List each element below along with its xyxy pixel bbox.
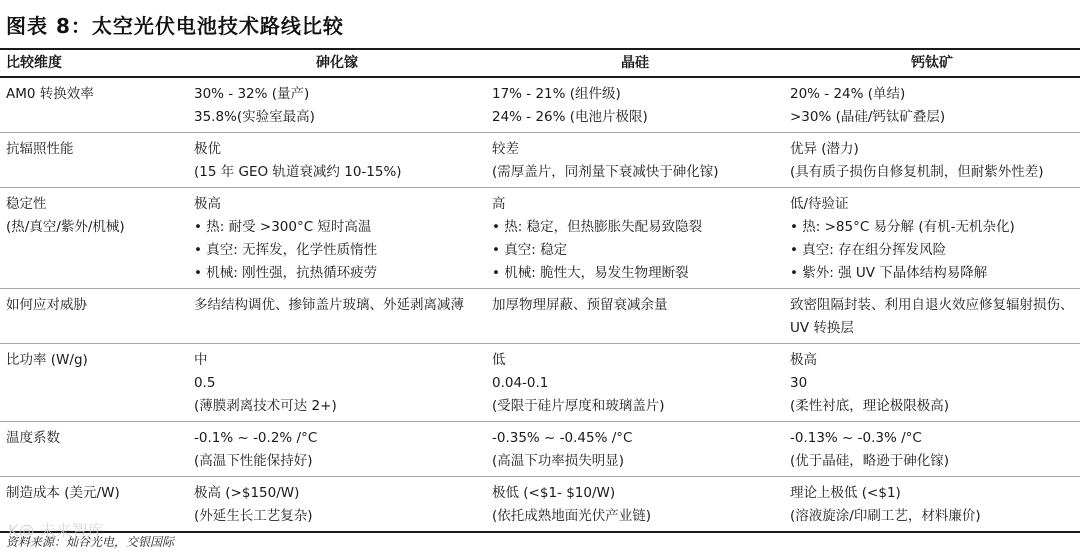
cell-silicon: [486, 77, 784, 133]
source-note: 资料来源：灿谷光电，交银国际: [6, 535, 175, 549]
cell-silicon: [486, 344, 784, 422]
cell-line: (薄膜剥离技术可达 2+): [194, 398, 337, 414]
cell-line: -0.13% ~ -0.3% /°C: [790, 430, 922, 446]
cell-line: 24% - 26% (电池片极限): [492, 109, 648, 125]
table-row: [0, 133, 1080, 188]
cell-line: (受限于硅片厚度和玻璃盖片): [492, 398, 665, 414]
cell-perovskite: [784, 422, 1080, 477]
cell-gaas: [188, 344, 486, 422]
cell-line: 极高: [194, 196, 221, 212]
cell-line: 制造成本 (美元/W): [6, 485, 120, 501]
row-label: [0, 77, 188, 133]
table-row: [0, 188, 1080, 289]
cell-line: (溶液旋涂/印刷工艺，材料廉价): [790, 508, 981, 524]
row-label: [0, 344, 188, 422]
cell-line: 极低 (<$1- $10/W): [492, 485, 616, 501]
cell-line: 致密阻隔封装、利用自退火效应修复辐射损伤、UV 转换层: [790, 297, 1074, 336]
cell-line: (优于晶硅，略逊于砷化镓): [790, 453, 950, 469]
figure-title: 图表 8：太空光伏电池技术路线比较: [6, 14, 344, 38]
cell-line: 中: [194, 352, 208, 368]
cell-line: 低/待验证: [790, 196, 849, 212]
row-label: [0, 289, 188, 344]
cell-line: 抗辐照性能: [6, 141, 74, 157]
cell-line: • 机械: 刚性强，抗热循环疲劳: [194, 265, 378, 281]
cell-line: 30% - 32% (量产): [194, 86, 310, 102]
cell-line: (具有质子损伤自修复机制，但耐紫外性差): [790, 164, 1044, 180]
header-gaas: 砷化镓: [188, 49, 486, 77]
cell-line: 理论上极低 (<$1): [790, 485, 901, 501]
row-label: [0, 133, 188, 188]
cell-silicon: [486, 477, 784, 533]
cell-line: 30: [790, 375, 808, 391]
cell-line: 17% - 21% (组件级): [492, 86, 621, 102]
header-perovskite: 钙钛矿: [784, 49, 1080, 77]
cell-line: (15 年 GEO 轨道衰减约 10-15%): [194, 164, 402, 180]
cell-line: • 热: 稳定，但热膨胀失配易致隐裂: [492, 219, 703, 235]
cell-line: (外延生长工艺复杂): [194, 508, 313, 524]
header-row: [0, 49, 1080, 77]
cell-line: (柔性衬底，理论极限极高): [790, 398, 950, 414]
cell-line: • 真空: 存在组分挥发风险: [790, 242, 947, 258]
cell-line: >30% (晶硅/钙钛矿叠层): [790, 109, 946, 125]
cell-line: • 紫外: 强 UV 下晶体结构易降解: [790, 265, 988, 281]
cell-line: 稳定性: [6, 196, 47, 212]
cell-line: (热/真空/紫外/机械): [6, 219, 125, 235]
cell-gaas: [188, 422, 486, 477]
table-row: [0, 422, 1080, 477]
cell-line: • 机械: 脆性大，易发生物理断裂: [492, 265, 689, 281]
cell-perovskite: [784, 477, 1080, 533]
table-row: [0, 77, 1080, 133]
cell-line: -0.1% ~ -0.2% /°C: [194, 430, 318, 446]
cell-gaas: [188, 77, 486, 133]
cell-line: 极高 (>$150/W): [194, 485, 300, 501]
cell-line: (高温下性能保持好): [194, 453, 313, 469]
table-row: [0, 344, 1080, 422]
cell-silicon: [486, 289, 784, 344]
cell-line: 极优: [194, 141, 221, 157]
cell-line: (高温下功率损失明显): [492, 453, 625, 469]
cell-line: 加厚物理屏蔽、预留衰减余量: [492, 297, 668, 313]
cell-line: 温度系数: [6, 430, 60, 446]
cell-line: (依托成熟地面光伏产业链): [492, 508, 652, 524]
cell-line: 极高: [790, 352, 817, 368]
cell-line: AM0 转换效率: [6, 86, 94, 102]
cell-perovskite: [784, 133, 1080, 188]
watermark: K@ 未来智库: [8, 521, 104, 540]
cell-gaas: [188, 477, 486, 533]
cell-line: • 热: >85°C 易分解 (有机-无机杂化): [790, 219, 1015, 235]
cell-line: 多结结构调优、掺铈盖片玻璃、外延剥离减薄: [194, 297, 464, 313]
cell-silicon: [486, 422, 784, 477]
header-dimension: 比较维度: [0, 49, 188, 77]
cell-gaas: [188, 133, 486, 188]
cell-line: 高: [492, 196, 506, 212]
cell-line: -0.35% ~ -0.45% /°C: [492, 430, 633, 446]
cell-line: (需厚盖片，同剂量下衰减快于砷化镓): [492, 164, 719, 180]
cell-perovskite: [784, 188, 1080, 289]
table-row: [0, 477, 1080, 533]
cell-line: 比功率 (W/g): [6, 352, 88, 368]
header-silicon: 晶硅: [486, 49, 784, 77]
cell-perovskite: [784, 344, 1080, 422]
cell-line: 20% - 24% (单结): [790, 86, 906, 102]
cell-line: 优异 (潜力): [790, 141, 859, 157]
cell-line: 较差: [492, 141, 519, 157]
row-label: [0, 188, 188, 289]
table-row: [0, 289, 1080, 344]
cell-line: • 真空: 无挥发，化学性质惰性: [194, 242, 378, 258]
cell-perovskite: [784, 289, 1080, 344]
cell-line: 0.04-0.1: [492, 375, 549, 391]
cell-line: 0.5: [194, 375, 216, 391]
cell-gaas: [188, 289, 486, 344]
row-label: [0, 422, 188, 477]
cell-silicon: [486, 133, 784, 188]
cell-gaas: [188, 188, 486, 289]
cell-line: • 热: 耐受 >300°C 短时高温: [194, 219, 372, 235]
cell-line: • 真空: 稳定: [492, 242, 568, 258]
cell-line: 如何应对威胁: [6, 297, 87, 313]
cell-silicon: [486, 188, 784, 289]
cell-perovskite: [784, 77, 1080, 133]
cell-line: 35.8%(实验室最高): [194, 109, 315, 125]
comparison-table: [0, 48, 1080, 533]
cell-line: 低: [492, 352, 506, 368]
